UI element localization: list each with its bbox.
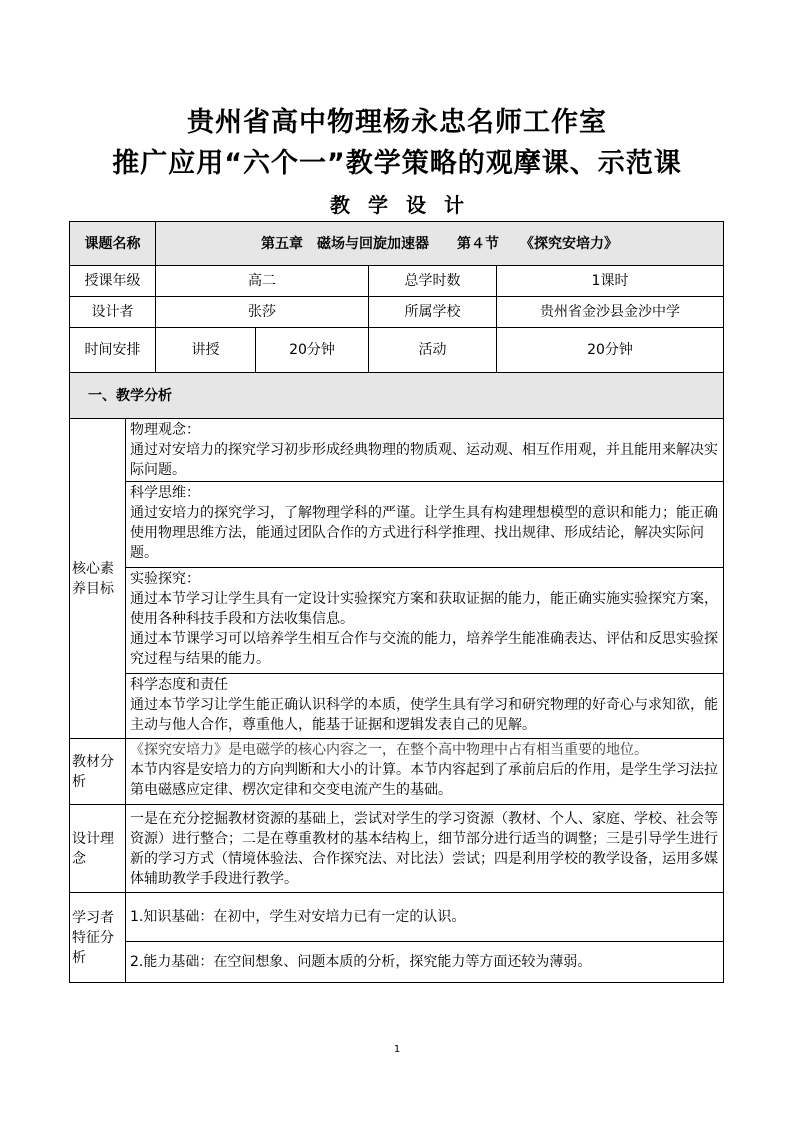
school-label: 所属学校: [369, 297, 497, 328]
doc-title-line2: 推广应用“六个一”教学策略的观摩课、示范课: [112, 148, 682, 179]
row-grade: [70, 266, 724, 297]
row-learner-2: [70, 942, 724, 983]
block-text: 通过对安培力的探究学习初步形成经典物理的物质观、运动观、相互作用观，并且能用来解决实际问题。: [130, 442, 718, 478]
lecture-time: 20分钟: [256, 328, 369, 373]
course-title-value: 第五章 磁场与回旋加速器 第４节 《探究安培力》: [156, 222, 724, 266]
page-number: 1: [393, 1044, 401, 1055]
core-block-content: [126, 419, 724, 482]
core-block-content: [126, 568, 724, 674]
row-designer: [70, 297, 724, 328]
row-section: [70, 373, 724, 419]
textbook-line-1: 《探究安培力》是电磁学的核心内容之一，在整个高中物理中占有相当重要的地位。: [130, 742, 648, 758]
hours-value: 1课时: [497, 266, 724, 297]
time-label: 时间安排: [70, 328, 156, 373]
designer-label: 设计者: [70, 297, 156, 328]
block-heading: 实验探究：: [130, 571, 200, 587]
grade-label: 授课年级: [70, 266, 156, 297]
row-learner-1: [70, 893, 724, 942]
block-heading: 科学态度和责任: [130, 677, 228, 693]
activity-time: 20分钟: [497, 328, 724, 373]
core-block-content: [126, 482, 724, 568]
doc-subtitle: 教学设计: [330, 193, 482, 217]
design-label: 设计理念: [70, 805, 126, 893]
block-text: 通过安培力的探究学习，了解物理学科的严谨。让学生具有构建理想模型的意识和能力；能正确使用物理思维方法，能通过团队合作的方式进行科学推理、找出规律、形成结论，解决实际问题。: [130, 505, 718, 561]
lesson-plan-table: [69, 221, 724, 983]
row-course-title: [70, 222, 724, 266]
block-text: 通过本节课学习可以培养学生相互合作与交流的能力，培养学生能准确表达、评估和反思实验探究过程与结果的能力。: [130, 631, 718, 667]
activity-label: 活动: [369, 328, 497, 373]
textbook-line-2: 本节内容是安培力的方向判断和大小的计算。本节内容起到了承前启后的作用，是学生学习法拉第电磁感应定律、楞次定律和交变电流产生的基础。: [130, 762, 718, 798]
core-block-2: [70, 482, 724, 568]
block-heading: 科学思维：: [130, 485, 200, 501]
textbook-content: [126, 739, 724, 805]
row-time: [70, 328, 724, 373]
block-text: 通过本节学习让学生具有一定设计实验探究方案和获取证据的能力，能正确实施实验探究方案，使用各种科技手段和方法收集信息。: [130, 591, 718, 627]
grade-value: 高二: [156, 266, 369, 297]
learner-label: 学习者特征分析: [70, 893, 126, 983]
core-block-4: [70, 674, 724, 739]
block-text: 通过本节学习让学生能正确认识科学的本质，使学生具有学习和研究物理的好奇心与求知欲，能主动与他人合作，尊重他人，能基于证据和逻辑发表自己的见解。: [130, 697, 718, 733]
section-title: 一、教学分析: [70, 373, 724, 419]
hours-label: 总学时数: [369, 266, 497, 297]
core-block-3: [70, 568, 724, 674]
designer-value: 张莎: [156, 297, 369, 328]
school-value: 贵州省金沙县金沙中学: [497, 297, 724, 328]
course-title-label: 课题名称: [70, 222, 156, 266]
row-design: [70, 805, 724, 893]
design-text: 一是在充分挖掘教材资源的基础上，尝试对学生的学习资源（教材、个人、家庭、学校、社会等资源）进行整合；二是在尊重教材的基本结构上，细节部分进行适当的调整；三是引导学生进行新的学习方式（情境体验法、合作探究法、对比法）尝试；四是利用学校的教学设备，运用多媒体辅助教学手段进行教学。: [126, 805, 724, 893]
core-literacy-label: 核心素养目标: [70, 419, 126, 739]
block-heading: 物理观念：: [130, 422, 200, 438]
row-textbook: [70, 739, 724, 805]
learner-knowledge: 1.知识基础：在初中，学生对安培力已有一定的认识。: [126, 893, 724, 942]
core-block-content: [126, 674, 724, 739]
textbook-label: 教材分析: [70, 739, 126, 805]
core-block-1: [70, 419, 724, 482]
lecture-label: 讲授: [156, 328, 256, 373]
learner-ability: 2.能力基础：在空间想象、问题本质的分析，探究能力等方面还较为薄弱。: [126, 942, 724, 983]
doc-title-line1: 贵州省高中物理杨永忠名师工作室: [187, 107, 607, 138]
